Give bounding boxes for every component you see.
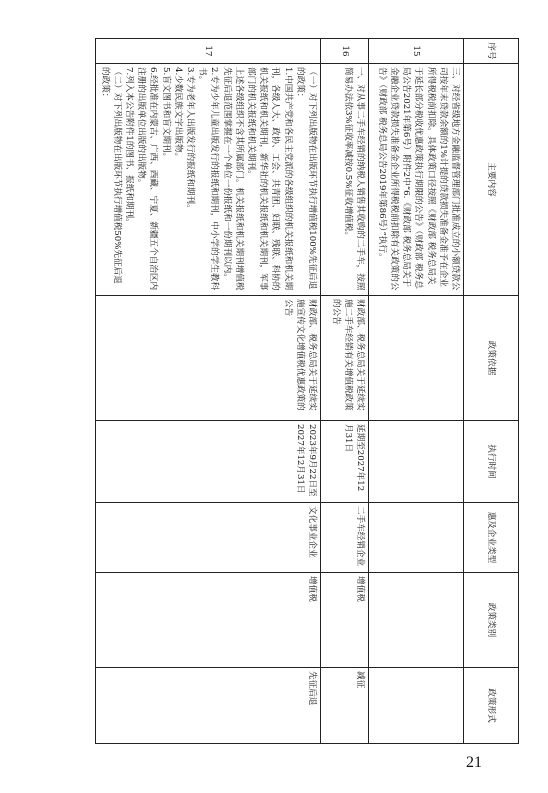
- row-content: [96, 64, 321, 296]
- row-seq: 15: [369, 39, 464, 64]
- content-line: 4.少数民族文字出版物。: [172, 67, 183, 162]
- row-period: [369, 421, 464, 503]
- content-line: 7.列入本公告附件1的图书、报纸和期刊。: [123, 67, 134, 227]
- page-number: 21: [466, 754, 482, 771]
- row-content: 一、对从事二手车经销的纳税人销售其收购的二手车，按照简易办法依3%征收率减按0.5%征收增值税。: [321, 64, 369, 296]
- row-basis: 财政部、税务总局关于延续实施二手车经销有关增值税政策的公告: [321, 296, 369, 421]
- row-category: 增值税: [96, 573, 321, 668]
- rotated-table-wrapper: [64, 38, 519, 743]
- row-enterprise: 文化事业企业: [96, 503, 321, 573]
- policy-table: [95, 38, 519, 744]
- content-line: （二）对下列出版物在出版环节执行增值税50%先征后退的政策：: [99, 67, 122, 284]
- content-line: （一）对下列出版物在出版环节执行增值税100%先征后退的政策：: [294, 67, 317, 290]
- header-content: 主要内容: [464, 64, 519, 296]
- row-category: 增值税: [321, 573, 369, 668]
- header-enterprise: 惠及企业类型: [464, 503, 519, 573]
- row-period: 延期至2027年12月31日: [321, 421, 369, 503]
- header-seq: 序号: [464, 39, 519, 64]
- row-enterprise: 二手车经销企业: [321, 503, 369, 573]
- row-basis: 财政部、税务总局关于延续实施宣传文化增值税优惠政策的公告: [96, 296, 321, 421]
- header-form: 政策形式: [464, 668, 519, 744]
- table-row: [321, 39, 369, 744]
- row-content: 三、对经省级地方金融监督管理部门批准成立的小额贷款公司按年末贷款余额的1%计提的贷款损失准备金准予在企业所得税税前扣除。具体政策口径按照《财政部 税务总局关于延长部分税收优惠政策执行期限的公告》（财政部 税务总局公告2021年第6号）附件2中“6.《财政部 税务总局关于金融企业贷款损失准备金企业所得税税前扣除有关政策的公告》（财政部 税务总局公告2019年第86号）”执行。: [369, 64, 464, 296]
- row-enterprise: [369, 503, 464, 573]
- header-period: 执行时间: [464, 421, 519, 503]
- table-row: [96, 39, 321, 744]
- row-period: 2023年9月22日至2027年12月31日: [96, 421, 321, 503]
- row-form: 减征: [321, 668, 369, 744]
- table-row: [369, 39, 464, 744]
- content-line: 3.专为老年人出版发行的报纸和期刊。: [184, 67, 195, 213]
- header-category: 政策类别: [464, 573, 519, 668]
- header-basis: 政策依据: [464, 296, 519, 421]
- content-line: 2.专为少年儿童出版发行的报纸和期刊，中小学的学生教科书。: [197, 67, 220, 291]
- content-line: 6.经批准在内蒙古、广西、西藏、宁夏、新疆五个自治区内注册的出版单位出版的出版物。: [136, 67, 159, 291]
- row-form: [369, 668, 464, 744]
- row-form: 先征后退: [96, 668, 321, 744]
- table-header-row: [464, 39, 519, 744]
- row-basis: [369, 296, 464, 421]
- row-seq: 16: [321, 39, 369, 64]
- content-line: 上述各级组织不含其所属部门。机关报纸和机关期刊增值税先征后退范围掌握在一个单位一份报纸和一份期刊以内。: [221, 67, 244, 291]
- row-seq: 17: [96, 39, 321, 64]
- row-category: [369, 573, 464, 668]
- content-line: 1.中国共产党和各民主党派的各级组织的机关报纸和机关期刊，各级人大、政协、工会、共青团、妇联、残联、科协的机关报纸和机关期刊，新华社的机关报纸和机关期刊，军事部门的机关报纸和机关期刊。: [245, 67, 293, 291]
- content-line: 5.盲文图书和盲文期刊。: [160, 67, 171, 162]
